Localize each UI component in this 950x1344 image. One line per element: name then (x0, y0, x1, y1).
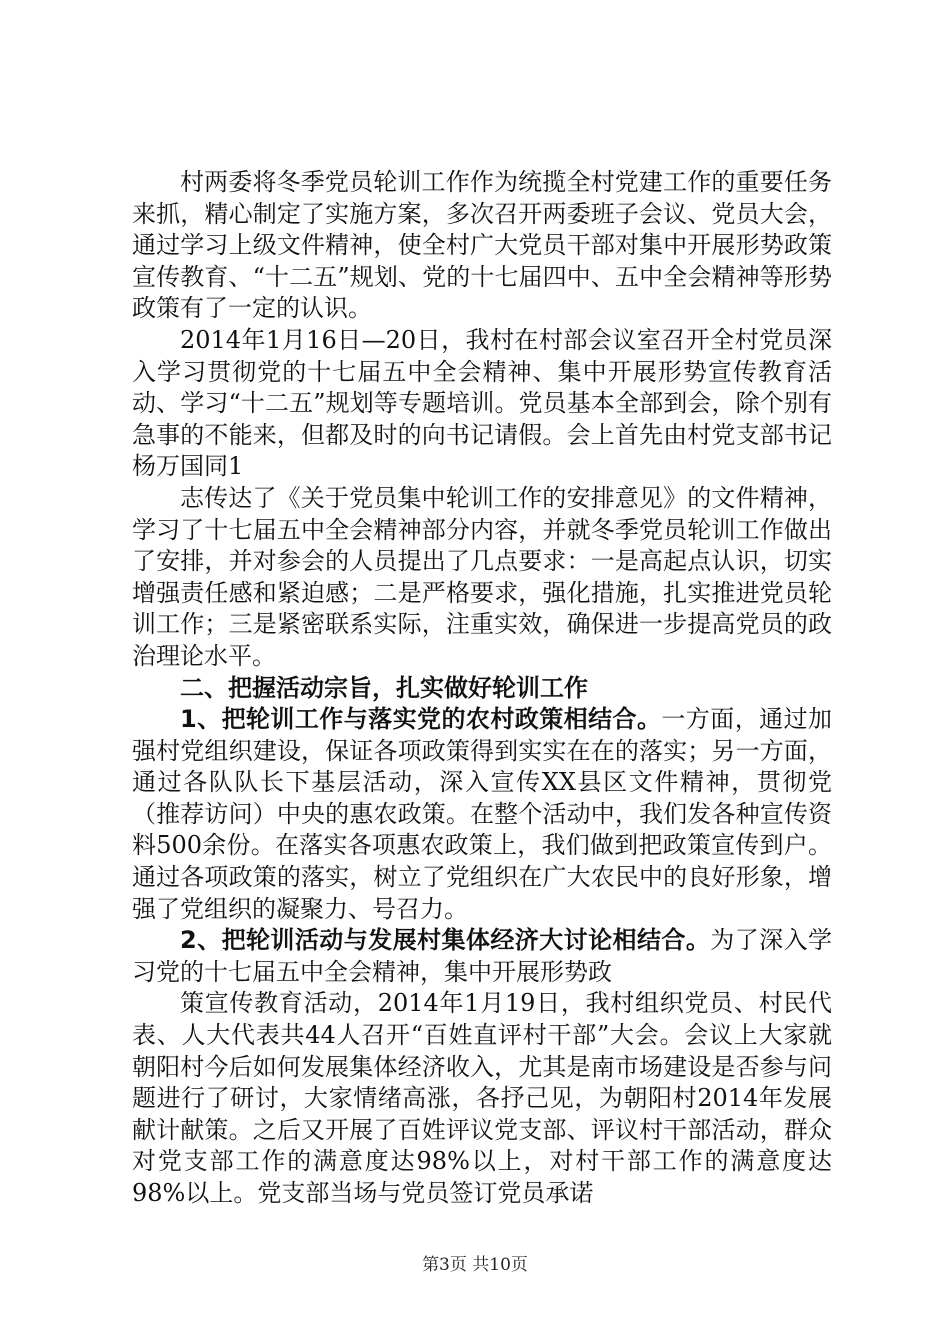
page-footer: 第3页 共10页 (422, 1255, 528, 1275)
document-body (132, 167, 832, 1210)
paragraph-6 (132, 988, 832, 1209)
paragraph-text: 志传达了《关于党员集中轮训工作的安排意见》的文件精神，学习了十七届五中全会精神部分内容，并就冬季党员轮训工作做出了安排，并对参会的人员提出了几点要求：一是高起点认识，切实增强责任感和紧迫感；二是严格要求，强化措施，扎实推进党员轮训工作；三是紧密联系实际，注重实效，确保进一步提高党员的政治理论水平。 (132, 483, 832, 670)
paragraph-bold-lead: 2、把轮训活动与发展村集体经济大讨论相结合。 (180, 926, 711, 955)
paragraph-text: 策宣传教育活动，2014年1月19日，我村组织党员、村民代表、人大代表共44人召开“百姓直评村干部”大会。会议上大家就朝阳村今后如何发展集体经济收入，尤其是南市场建设是否参与问题进行了研讨，大家情绪高涨，各抒己见，为朝阳村2014年发展献计献策。之后又开展了百姓评议党支部、评议村干部活动，群众对党支部工作的满意度达98%以上，对村干部工作的满意度达98%以上。党支部当场与党员签订党员承诺 (132, 989, 832, 1207)
section-heading: 二、把握活动宗旨，扎实做好轮训工作 (180, 673, 588, 702)
paragraph-3 (132, 483, 832, 673)
paragraph-text: 2014年1月16日—20日，我村在村部会议室召开全村党员深入学习贯彻党的十七届五中全会精神、集中开展形势宣传教育活动、学习“十二五”规划等专题培训。党员基本全部到会，除个别有急事的不能来，但都及时的向书记请假。会上首先由村党支部书记杨万国同1 (132, 325, 832, 481)
paragraph-5 (132, 925, 832, 988)
paragraph-text: 为了深入学习党的十七届五中全会精神，集中开展形势政 (132, 926, 833, 986)
paragraph-bold-lead: 1、把轮训工作与落实党的农村政策相结合。 (180, 705, 662, 734)
paragraph-text: 村两委将冬季党员轮训工作作为统揽全村党建工作的重要任务来抓，精心制定了实施方案，多次召开两委班子会议、党员大会，通过学习上级文件精神，使全村广大党员干部对集中开展形势政策宣传教育、“十二五”规划、党的十七届四中、五中全会精神等形势政策有了一定的认识。 (132, 168, 832, 323)
paragraph-1 (132, 167, 832, 325)
paragraph-2 (132, 325, 832, 483)
paragraph-text: 一方面，通过加强村党组织建设，保证各项政策得到实实在在的落实；另一方面，通过各队队长下基层活动，深入宣传XX县区文件精神，贯彻党（推荐访问）中央的惠农政策。在整个活动中，我们发各种宣传资料500余份。在落实各项惠农政策上，我们做到把政策宣传到户。通过各项政策的落实，树立了党组织在广大农民中的良好形象，增强了党组织的凝聚力、号召力。 (132, 705, 832, 923)
paragraph-4 (132, 704, 832, 925)
